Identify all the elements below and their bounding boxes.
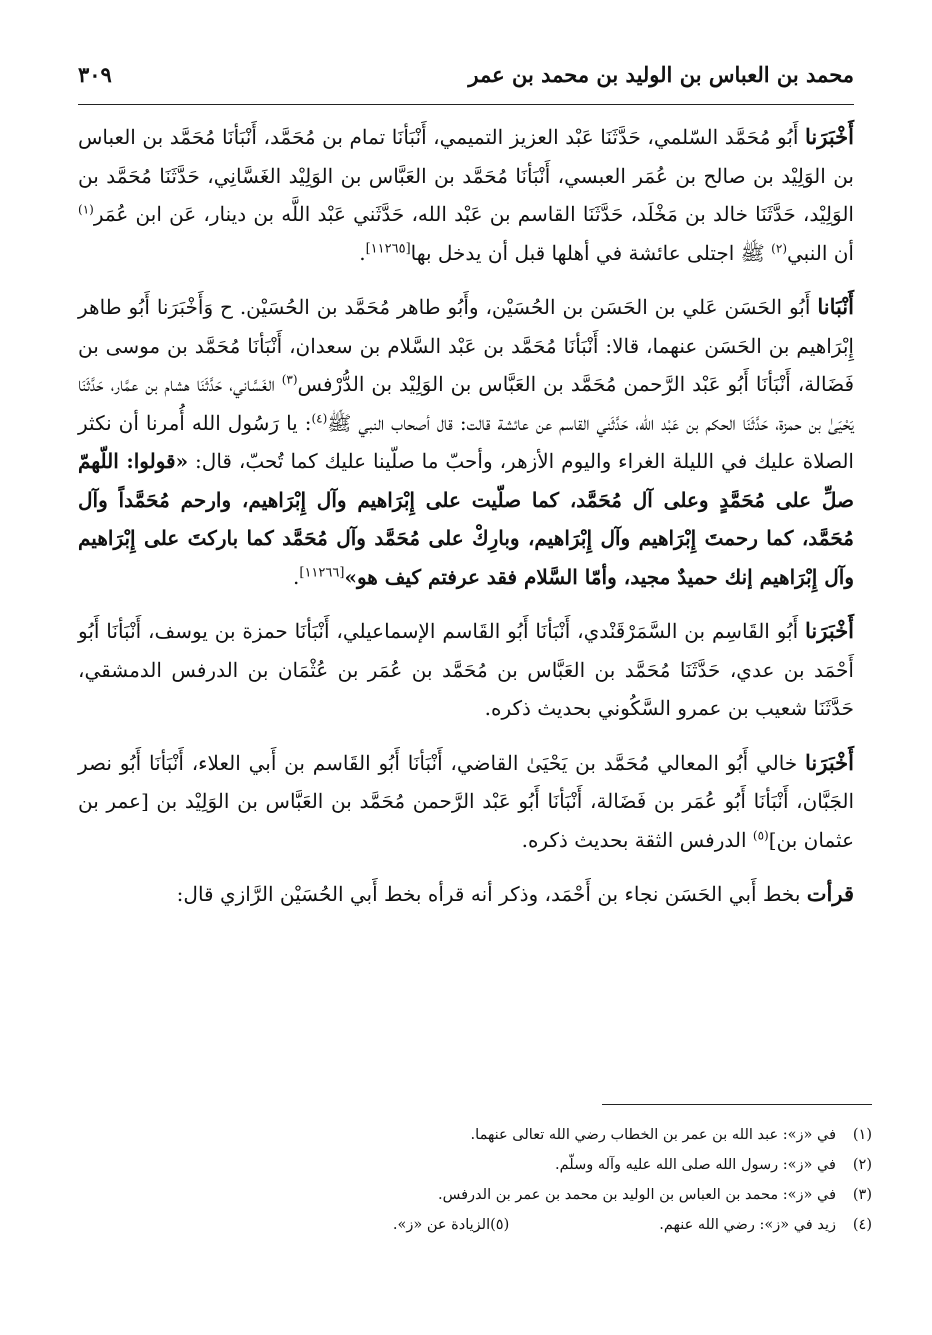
paragraph-text: الغَسَّاني، حَدَّثَنَا هشام بن عمَّار، حَدَّثَنَا يَحْيَىٰ بن حمزة، حَدَّثَنَا الحكم بن عَبْد الله، حَدَّثَني القاسم عن عائشة قالت: قال أصحاب النبي ﷺ xyxy=(78,372,854,435)
paragraph-text: أَبُو الحَسَن عَلي بن الحَسَن بن الحُسَيْن، وأَبُو طاهر مُحَمَّد بن الحُسَيْن. ح وَأَخْبَرَنا أَبُو طاهر إِبْرَاهيم بن الحَسَن عنهما، قالا: أَنْبَأنَا مُحَمَّد بن عَبْد السَّلام بن سعدان، أَنْبَأنَا مُحَمَّد بن موسى بن فَضَالة، أَنْبَأنَا أَبُو عَبْد الرَّحمن مُحَمَّد بن العَبَّاس بن الوَلِيْد بن الدُّرْفس xyxy=(78,295,855,396)
footnote-item xyxy=(78,1150,872,1180)
header-rule xyxy=(78,104,854,105)
page-header xyxy=(78,52,854,96)
footnote-number: (٢) xyxy=(852,1157,872,1173)
paragraph-text: : يا رَسُول الله أُمرنا أن نكثر الصلاة عليك في الليلة الغراء واليوم الأزهر، وأحبّ ما صلّينا عليك كما تُحبّ، قال: xyxy=(78,410,854,473)
paragraph-text: ﷺ اجتلى عائشة في أهلها قبل أن يدخل بها xyxy=(410,240,772,265)
paragraph-4 xyxy=(78,744,854,860)
paragraph-5 xyxy=(78,875,854,914)
footnote-ref: (٢) xyxy=(771,240,787,255)
footnote-number: (٤) xyxy=(852,1217,872,1233)
footnote-ref: (٥) xyxy=(752,827,769,842)
paragraph-text: خالي أَبُو المعالي مُحَمَّد بن يَحْيَىٰ القاضي، أَنْبَأنَا أَبُو القَاسم بن أَبي العلاء، أَنْبَأنَا أَبُو نصر الجَبَّان، أَنْبَأنَا أَبُو عُمَر بن فَضَالة، أَنْبَأنَا أَبُو عَبْد الرَّحمن مُحَمَّد بن العَبَّاس بن الوَلِيْد بن [عمر بن عثمان بن] xyxy=(78,750,854,852)
paragraph-text: الدرفس الثقة بحديث ذكره. xyxy=(521,827,753,852)
paragraph-lead: أَخْبَرَنا xyxy=(805,124,854,149)
footnote-text: في «ز»: رسول الله صلى الله عليه وآله وسلّم. xyxy=(555,1157,836,1173)
main-text xyxy=(78,118,854,924)
paragraph-lead: قرأت xyxy=(806,881,854,906)
sentence-end: . xyxy=(293,564,300,589)
running-title: محمد بن العباس بن الوليد بن محمد بن عمر xyxy=(468,61,854,87)
footnote-number: (١) xyxy=(852,1127,872,1143)
footnote-item xyxy=(78,1210,872,1240)
footnote-ref: (١) xyxy=(78,202,94,217)
footnote-ref: (٤) xyxy=(311,410,328,425)
footnote-rule xyxy=(602,1104,872,1105)
paragraph-2 xyxy=(78,288,854,596)
hadith-quote: «قولوا: اللّهمّ صلِّ على مُحَمَّدٍ وعلى آل مُحَمَّد، كما صلّيت على إِبْرَاهيم وآل إِبْرَاهيم، وارحم مُحَمَّداً وآل مُحَمَّد، كما رحمتَ إِبْرَاهيم وآل إِبْرَاهيم، وبارِكْ على مُحَمَّد وآل مُحَمَّد كما باركتَ على إِبْرَاهيم وآل إِبْرَاهيم إنك حميدٌ مجيد، وأمّا السَّلام فقد عرفتم كيف هو» xyxy=(78,449,854,589)
sentence-end: . xyxy=(359,240,366,265)
footnote-ref: (٣) xyxy=(281,372,298,387)
footnote-number: (٥) xyxy=(490,1217,510,1233)
hadith-number: [١١٢٦٦] xyxy=(299,564,345,580)
footnote-text: زيد في «ز»: رضي الله عنهم. xyxy=(659,1217,836,1233)
footnote-text: الزيادة عن «ز». xyxy=(392,1217,491,1233)
hadith-number: [١١٢٦٥] xyxy=(365,240,411,256)
paragraph-lead: أَنْبَانا xyxy=(817,294,854,319)
paragraph-text: أَبُو مُحَمَّد السّلمي، حَدَّثَنَا عَبْد العزيز التميمي، أَنْبَأنَا تمام بن مُحَمَّد، أَنْبَأنَا مُحَمَّد بن العباس بن الوَلِيْد بن صالح بن عُمَر العبسي، أَنْبَأنَا مُحَمَّد بن العَبَّاس بن الوَلِيْد الغَسَّانِي، حَدَّثَنَا مُحَمَّد بن الوَلِيْد، حَدَّثَنَا خالد بن مَخْلَد، حَدَّثَنَا القاسم بن عَبْد الله، حَدَّثَني عَبْد اللَّه بن دينار، عَن ابن عُمَر xyxy=(78,125,854,226)
paragraph-text: بخط أَبي الحَسَن نجاء بن أَحْمَد، وذكر أنه قرأه بخط أَبي الحُسَيْن الرَّازي قال: xyxy=(176,882,801,906)
footnotes xyxy=(78,1120,872,1240)
paragraph-text: أن النبي xyxy=(787,240,854,265)
footnote-text: في «ز»: محمد بن العباس بن الوليد بن محمد بن عمر بن الدرفس. xyxy=(438,1187,836,1203)
paragraph-1 xyxy=(78,118,854,272)
paragraph-lead: أَخْبَرَنا xyxy=(805,618,855,643)
paragraph-lead: أَخْبَرَنا xyxy=(805,749,854,775)
paragraph-text: أَبُو القَاسِم بن السَّمَرْقَنْدي، أَنْبَأنَا أَبُو القَاسم الإسماعيلي، أَنْبَأنَا حمزة بن يوسف، أَنْبَأنَا أَبُو أَحْمَد بن عدي، حَدَّثَنَا مُحَمَّد بن العَبَّاس بن مُحَمَّد بن عُمَر بن عُثْمَان بن الدرفس الدمشقي، حَدَّثَنَا شعيب بن عمرو السَّكُوني بحديث ذكره. xyxy=(78,619,854,720)
footnote-item xyxy=(78,1120,872,1150)
footnote-item xyxy=(78,1180,872,1210)
footnote-text: في «ز»: عبد الله بن عمر بن الخطاب رضي الله تعالى عنهما. xyxy=(470,1127,836,1143)
page-number: ٣٠٩ xyxy=(78,61,112,87)
paragraph-3 xyxy=(78,612,854,728)
footnote-number: (٣) xyxy=(852,1187,872,1203)
